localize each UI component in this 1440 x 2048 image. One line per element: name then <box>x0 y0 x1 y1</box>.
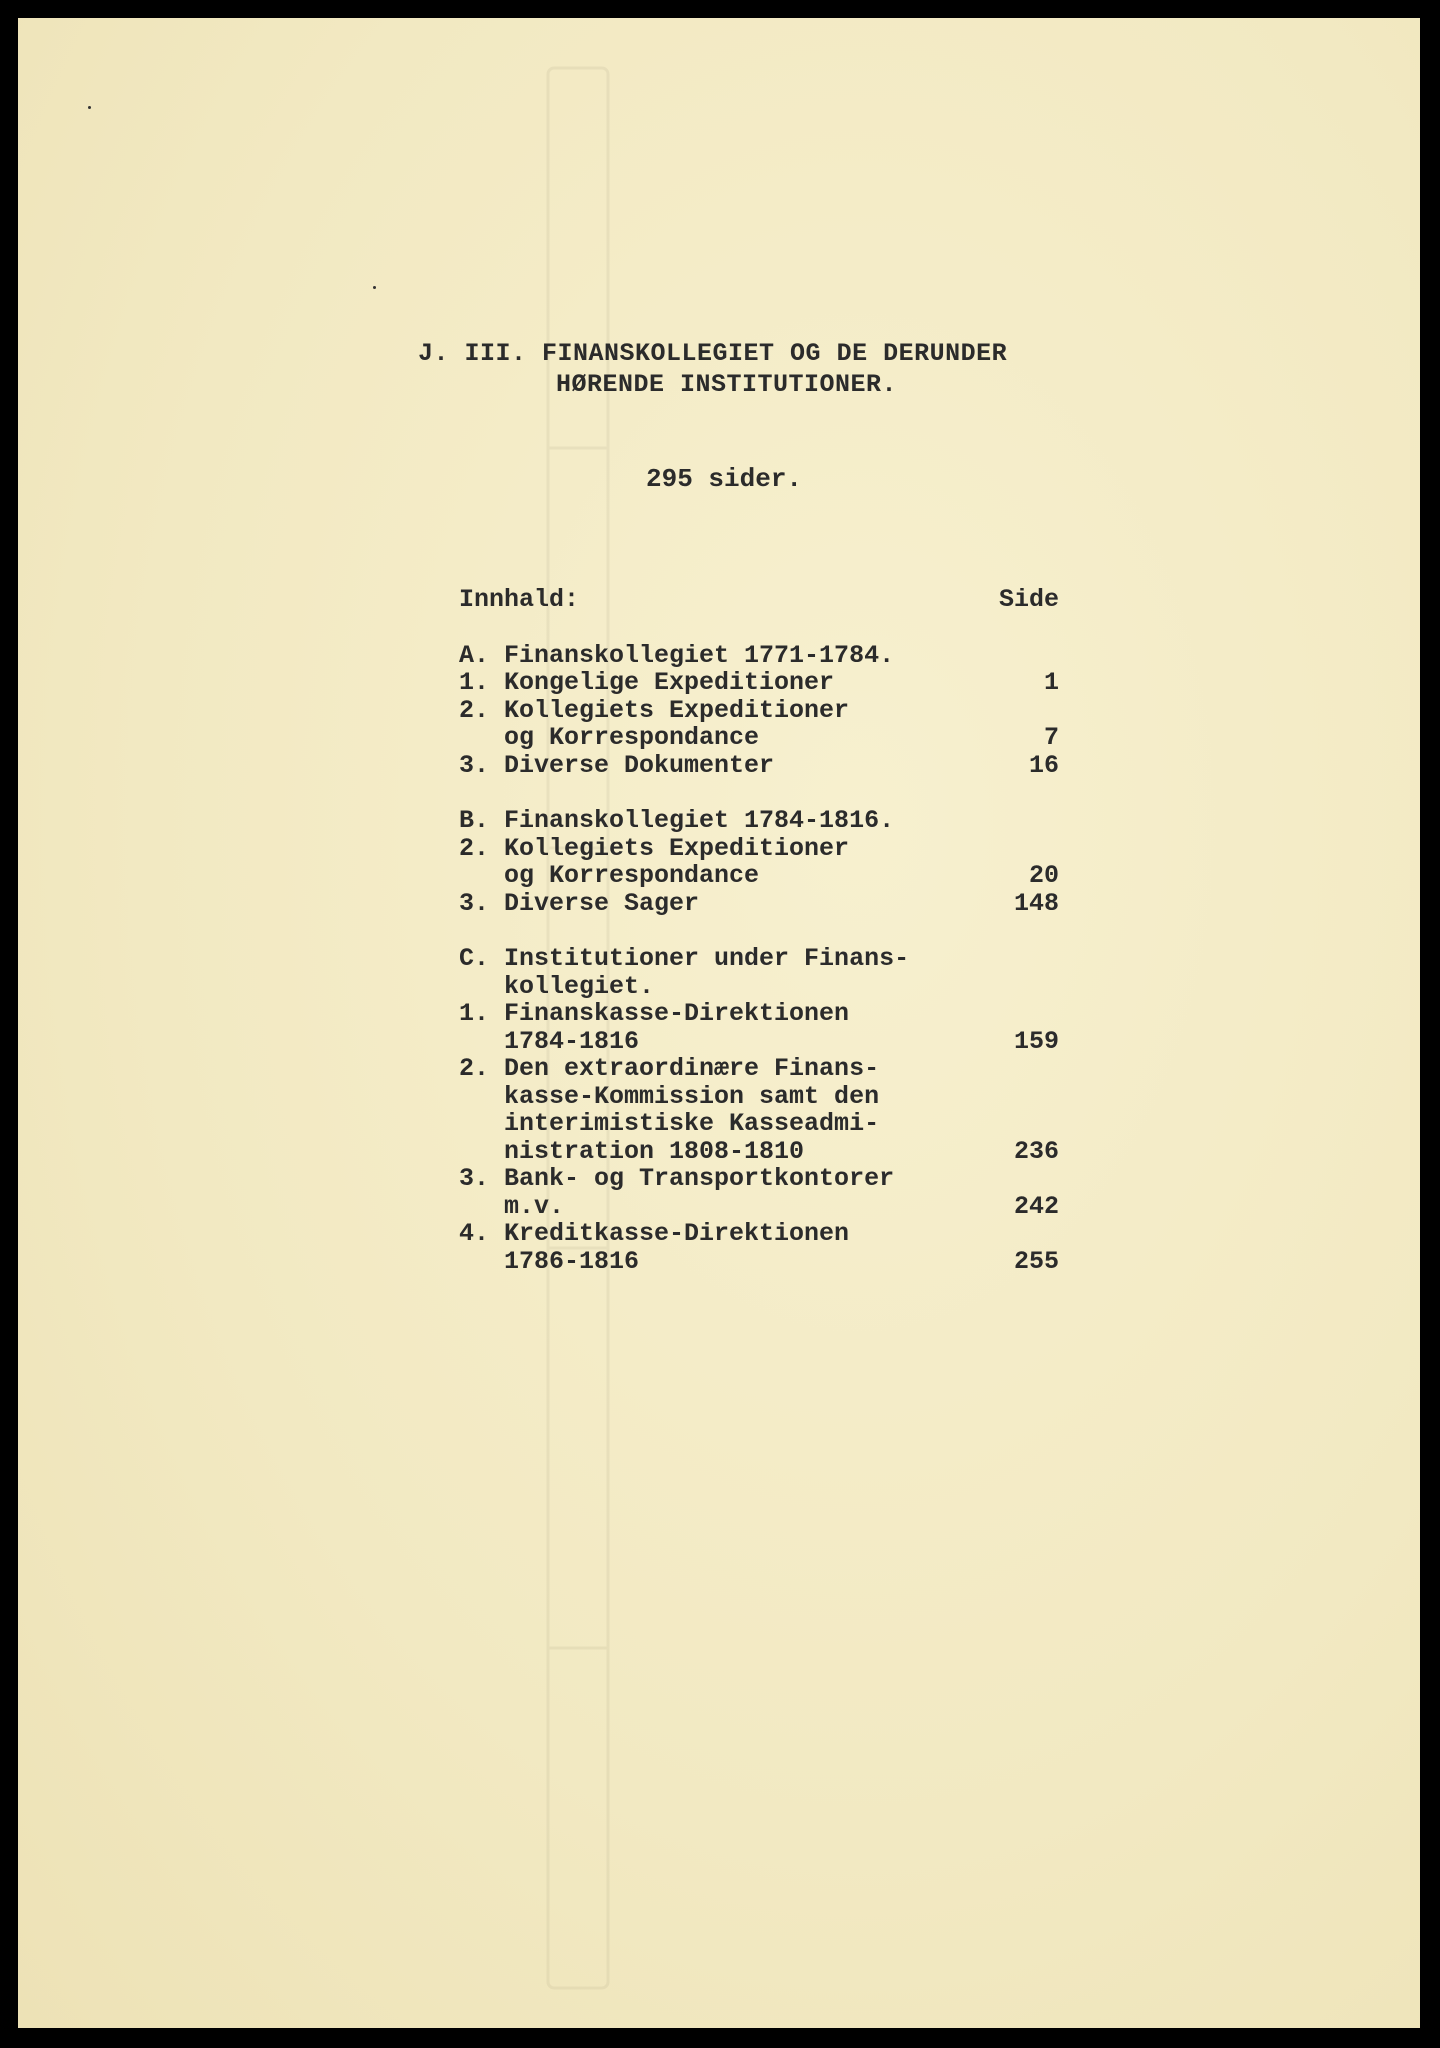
toc-entry-title: 1784-1816 <box>459 1026 640 1056</box>
toc-label: Innhald: <box>459 585 580 614</box>
toc-entry <box>459 1165 1059 1193</box>
toc-entry <box>459 835 1059 863</box>
toc-groups <box>459 642 1059 1276</box>
toc-entry-title: 2. Kollegiets Expeditioner <box>459 833 850 863</box>
toc-entry-page: 148 <box>1013 888 1059 918</box>
toc-entry <box>459 1083 1059 1111</box>
toc-section <box>459 945 1059 1275</box>
toc-entry <box>459 752 1059 780</box>
toc-entry <box>459 1138 1059 1166</box>
toc-entry-title: 4. Kreditkasse-Direktionen <box>459 1219 850 1248</box>
toc-entry-page: 255 <box>1013 1246 1059 1276</box>
toc-entry-page: 242 <box>1013 1191 1059 1221</box>
toc-entry-title: m.v. <box>459 1191 565 1221</box>
toc-entry-title: 2. Kollegiets Expeditioner <box>459 695 850 725</box>
toc-entry <box>459 697 1059 725</box>
toc-entry-title: A. Finanskollegiet 1771-1784. <box>459 640 895 670</box>
toc-side-label: Side <box>998 585 1059 614</box>
page-count: 295 sider. <box>646 464 803 494</box>
toc-entry <box>459 890 1059 918</box>
toc-entry <box>459 1248 1059 1276</box>
toc-entry <box>459 1000 1059 1028</box>
toc-entry-title: B. Finanskollegiet 1784-1816. <box>459 806 895 835</box>
toc-section <box>459 807 1059 917</box>
document-page <box>18 18 1420 2028</box>
toc-entry-title: interimistiske Kasseadmi- <box>459 1109 880 1138</box>
speck <box>373 286 376 289</box>
toc-entry <box>459 1028 1059 1056</box>
toc-entry-title: kollegiet. <box>459 971 655 1001</box>
toc-entry-title: 3. Diverse Dokumenter <box>459 750 775 780</box>
toc-entry <box>459 1193 1059 1221</box>
toc-entry <box>459 973 1059 1001</box>
toc-entry-page: 7 <box>1043 723 1059 752</box>
toc-entry <box>459 945 1059 973</box>
toc-entry <box>459 669 1059 697</box>
toc-entry-title: 2. Den extraordinære Finans- <box>459 1054 880 1083</box>
toc-entry <box>459 807 1059 835</box>
speck <box>88 106 91 109</box>
toc-entry-title: 1. Kongelige Expeditioner <box>459 668 835 697</box>
heading-line-1: J. III. FINANSKOLLEGIET OG DE DERUNDER <box>418 339 1008 368</box>
toc-entry <box>459 1055 1059 1083</box>
toc-entry-title: og Korrespondance <box>459 861 760 890</box>
toc-entry-page: 1 <box>1043 668 1059 697</box>
toc-header <box>459 586 1059 614</box>
toc-entry-page: 159 <box>1013 1026 1059 1056</box>
toc-entry-page: 236 <box>1013 1136 1059 1166</box>
toc-entry-title: og Korrespondance <box>459 723 760 752</box>
heading-line-2: HØRENDE INSTITUTIONER. <box>556 370 898 399</box>
toc-entry <box>459 862 1059 890</box>
toc-entry <box>459 724 1059 752</box>
table-of-contents <box>459 586 1059 1303</box>
toc-entry <box>459 642 1059 670</box>
toc-entry-title: C. Institutioner under Finans- <box>459 944 910 973</box>
toc-entry-page: 16 <box>1028 750 1059 780</box>
toc-entry-page: 20 <box>1028 861 1059 890</box>
toc-entry-title: 3. Bank- og Transportkontorer <box>459 1164 895 1193</box>
toc-entry-title: nistration 1808-1810 <box>459 1136 805 1166</box>
toc-entry <box>459 1110 1059 1138</box>
toc-section <box>459 642 1059 780</box>
toc-entry-title: 3. Diverse Sager <box>459 888 700 918</box>
toc-entry-title: 1786-1816 <box>459 1246 640 1276</box>
toc-entry <box>459 1220 1059 1248</box>
document-heading <box>418 338 1118 400</box>
toc-entry-title: 1. Finanskasse-Direktionen <box>459 999 850 1028</box>
toc-entry-title: kasse-Kommission samt den <box>459 1081 880 1111</box>
